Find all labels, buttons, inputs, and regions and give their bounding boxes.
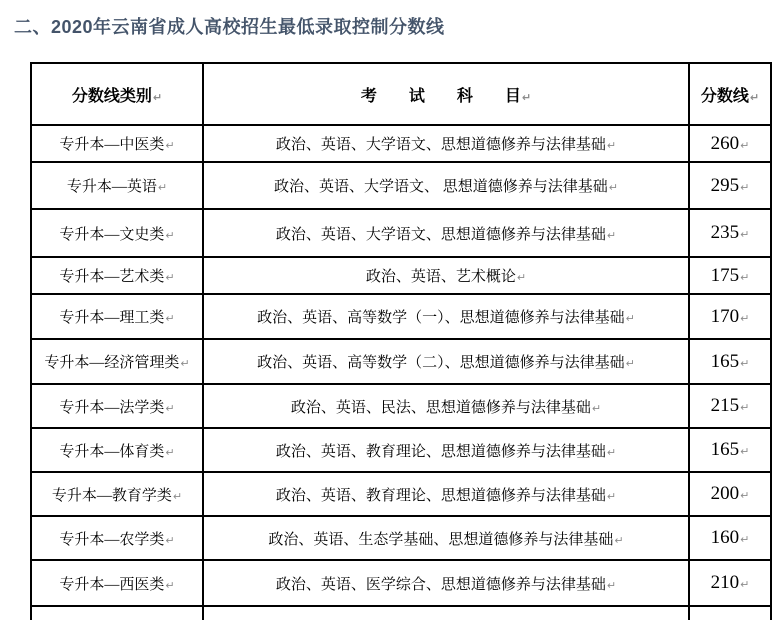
- paragraph-mark-icon: ↵: [740, 311, 750, 325]
- paragraph-mark-icon: ↵: [165, 228, 175, 242]
- cell-subjects-text: 政治、英语、艺术概论: [365, 269, 516, 285]
- cell-subjects: [203, 560, 689, 606]
- cell-category: [31, 339, 203, 384]
- cell-score-text: 200: [710, 483, 740, 504]
- cell-score: [689, 125, 771, 162]
- cell-score-text: 210: [710, 572, 740, 593]
- table-row: [31, 560, 771, 606]
- cell-category: [31, 606, 203, 620]
- cell-score: [689, 162, 771, 209]
- table-row: [31, 125, 771, 162]
- cell-subjects-text: 政治、英语、大学语文、思想道德修养与法律基础: [275, 226, 606, 243]
- cell-score-text: 215: [710, 395, 740, 416]
- paragraph-mark-icon: ↵: [740, 180, 750, 194]
- cell-subjects-text: 政治、英语、民法、思想道德修养与法律基础: [290, 399, 591, 416]
- cell-score-text: 160: [710, 527, 740, 548]
- cell-category-text: 专升本—理工类: [59, 310, 165, 326]
- cell-score: [689, 209, 771, 257]
- paragraph-mark-icon: ↵: [740, 533, 750, 546]
- cell-score-text: 170: [710, 305, 740, 327]
- table-row: [31, 428, 771, 472]
- cell-category-text: 专升本—农学类: [59, 531, 165, 548]
- table-row: [31, 294, 771, 339]
- cell-subjects-text: 政治、英语、教育理论、思想道德修养与法律基础: [275, 443, 606, 460]
- paragraph-mark-icon: ↵: [740, 401, 750, 414]
- paragraph-mark-icon: ↵: [740, 445, 750, 458]
- paragraph-mark-icon: ↵: [614, 533, 624, 547]
- paragraph-mark-icon: ↵: [740, 578, 750, 591]
- cell-score-text: 235: [710, 222, 740, 243]
- cell-category: [31, 257, 203, 294]
- cell-score-text: 295: [710, 174, 740, 196]
- cell-subjects-text: 政治、英语、大学语文、思想道德修养与法律基础: [275, 137, 606, 153]
- score-table: [30, 62, 772, 620]
- cell-score-text: 260: [710, 132, 740, 154]
- table-row: [31, 209, 771, 257]
- paragraph-mark-icon: ↵: [740, 489, 750, 502]
- paragraph-mark-icon: ↵: [625, 357, 635, 370]
- cell-subjects: [203, 294, 689, 339]
- cell-subjects: [203, 257, 689, 294]
- cell-score: [689, 560, 771, 606]
- cell-score-text: 175: [710, 264, 740, 286]
- paragraph-mark-icon: ↵: [172, 489, 183, 503]
- table-row: [31, 516, 771, 560]
- cell-subjects-text: 政治、英语、教育理论、思想道德修养与法律基础: [275, 487, 606, 504]
- cell-score: [689, 472, 771, 516]
- header-subjects: [203, 63, 689, 125]
- cell-subjects: [203, 516, 689, 560]
- cell-category: [31, 516, 203, 560]
- cell-score: [689, 428, 771, 472]
- paragraph-mark-icon: ↵: [606, 489, 617, 503]
- cell-category: [31, 384, 203, 428]
- header-score: [689, 63, 771, 125]
- cell-subjects: [203, 472, 689, 516]
- paragraph-mark-icon: ↵: [606, 139, 617, 152]
- cell-category: [31, 560, 203, 606]
- table-row: [31, 162, 771, 209]
- cell-category-text: 专升本—英语: [66, 179, 157, 195]
- paragraph-mark-icon: ↵: [165, 139, 175, 152]
- table-row: [31, 339, 771, 384]
- paragraph-mark-icon: ↵: [180, 357, 190, 370]
- paragraph-mark-icon: ↵: [165, 312, 175, 325]
- paragraph-mark-icon: ↵: [749, 90, 760, 104]
- header-category-text: 分数线类别: [71, 87, 152, 105]
- paragraph-mark-icon: ↵: [740, 270, 750, 284]
- table-row-clipped: [31, 606, 771, 620]
- cell-category: [31, 125, 203, 162]
- cell-category: [31, 294, 203, 339]
- cell-score: [689, 339, 771, 384]
- cell-subjects: [203, 606, 689, 620]
- cell-subjects-text: 政治、英语、生态学基础、思想道德修养与法律基础: [268, 531, 614, 548]
- section-title: 二、2020年云南省成人高校招生最低录取控制分数线: [14, 17, 445, 37]
- paragraph-mark-icon: ↵: [165, 271, 175, 284]
- cell-category-text: 专升本—西医类: [59, 576, 165, 593]
- table-row: [31, 384, 771, 428]
- paragraph-mark-icon: ↵: [740, 228, 750, 241]
- cell-category-text: 专升本—教育学类: [51, 487, 172, 504]
- cell-score: [689, 257, 771, 294]
- paragraph-mark-icon: ↵: [740, 356, 750, 370]
- cell-subjects-text: 政治、英语、高等数学（二）、思想道德修养与法律基础: [257, 355, 625, 371]
- cell-category-text: 专升本—法学类: [59, 399, 165, 416]
- score-table-body: [31, 125, 771, 620]
- paragraph-mark-icon: ↵: [165, 578, 175, 592]
- cell-category: [31, 162, 203, 209]
- cell-score: [689, 294, 771, 339]
- paragraph-mark-icon: ↵: [152, 90, 163, 104]
- cell-subjects-text: 政治、英语、大学语文、 思想道德修养与法律基础: [274, 179, 608, 195]
- cell-subjects: [203, 125, 689, 162]
- header-subjects-text: 考 试 科 目: [360, 87, 521, 105]
- paragraph-mark-icon: ↵: [165, 445, 175, 459]
- paragraph-mark-icon: ↵: [608, 181, 618, 194]
- paragraph-mark-icon: ↵: [740, 138, 750, 152]
- table-row: [31, 472, 771, 516]
- cell-category-text: 专升本—中医类: [59, 137, 165, 153]
- cell-category: [31, 209, 203, 257]
- table-row: [31, 257, 771, 294]
- cell-category: [31, 472, 203, 516]
- paragraph-mark-icon: ↵: [606, 228, 617, 242]
- cell-subjects-text: 政治、英语、高等数学（一）、思想道德修养与法律基础: [257, 310, 625, 326]
- header-category: [31, 63, 203, 125]
- paragraph-mark-icon: ↵: [591, 401, 602, 415]
- cell-score-text: 165: [710, 350, 740, 372]
- cell-subjects: [203, 428, 689, 472]
- table-header-row: [31, 63, 771, 125]
- cell-subjects: [203, 339, 689, 384]
- paragraph-mark-icon: ↵: [516, 271, 527, 284]
- cell-subjects: [203, 162, 689, 209]
- cell-category-text: 专升本—经济管理类: [44, 355, 180, 371]
- cell-score: [689, 384, 771, 428]
- cell-score: [689, 516, 771, 560]
- paragraph-mark-icon: ↵: [157, 181, 168, 194]
- header-score-text: 分数线: [700, 87, 749, 105]
- paragraph-mark-icon: ↵: [606, 578, 617, 592]
- paragraph-mark-icon: ↵: [165, 401, 175, 415]
- cell-category-text: 专升本—艺术类: [59, 269, 165, 285]
- cell-subjects: [203, 209, 689, 257]
- cell-category: [31, 428, 203, 472]
- cell-score: [689, 606, 771, 620]
- cell-subjects-text: 政治、英语、医学综合、思想道德修养与法律基础: [275, 576, 606, 593]
- cell-category-text: 专升本—体育类: [59, 443, 165, 460]
- cell-category-text: 专升本—文史类: [59, 226, 165, 243]
- cell-score-text: 165: [710, 439, 740, 460]
- paragraph-mark-icon: ↵: [521, 90, 532, 104]
- paragraph-mark-icon: ↵: [625, 312, 635, 325]
- cell-subjects: [203, 384, 689, 428]
- paragraph-mark-icon: ↵: [606, 445, 617, 459]
- paragraph-mark-icon: ↵: [165, 533, 175, 547]
